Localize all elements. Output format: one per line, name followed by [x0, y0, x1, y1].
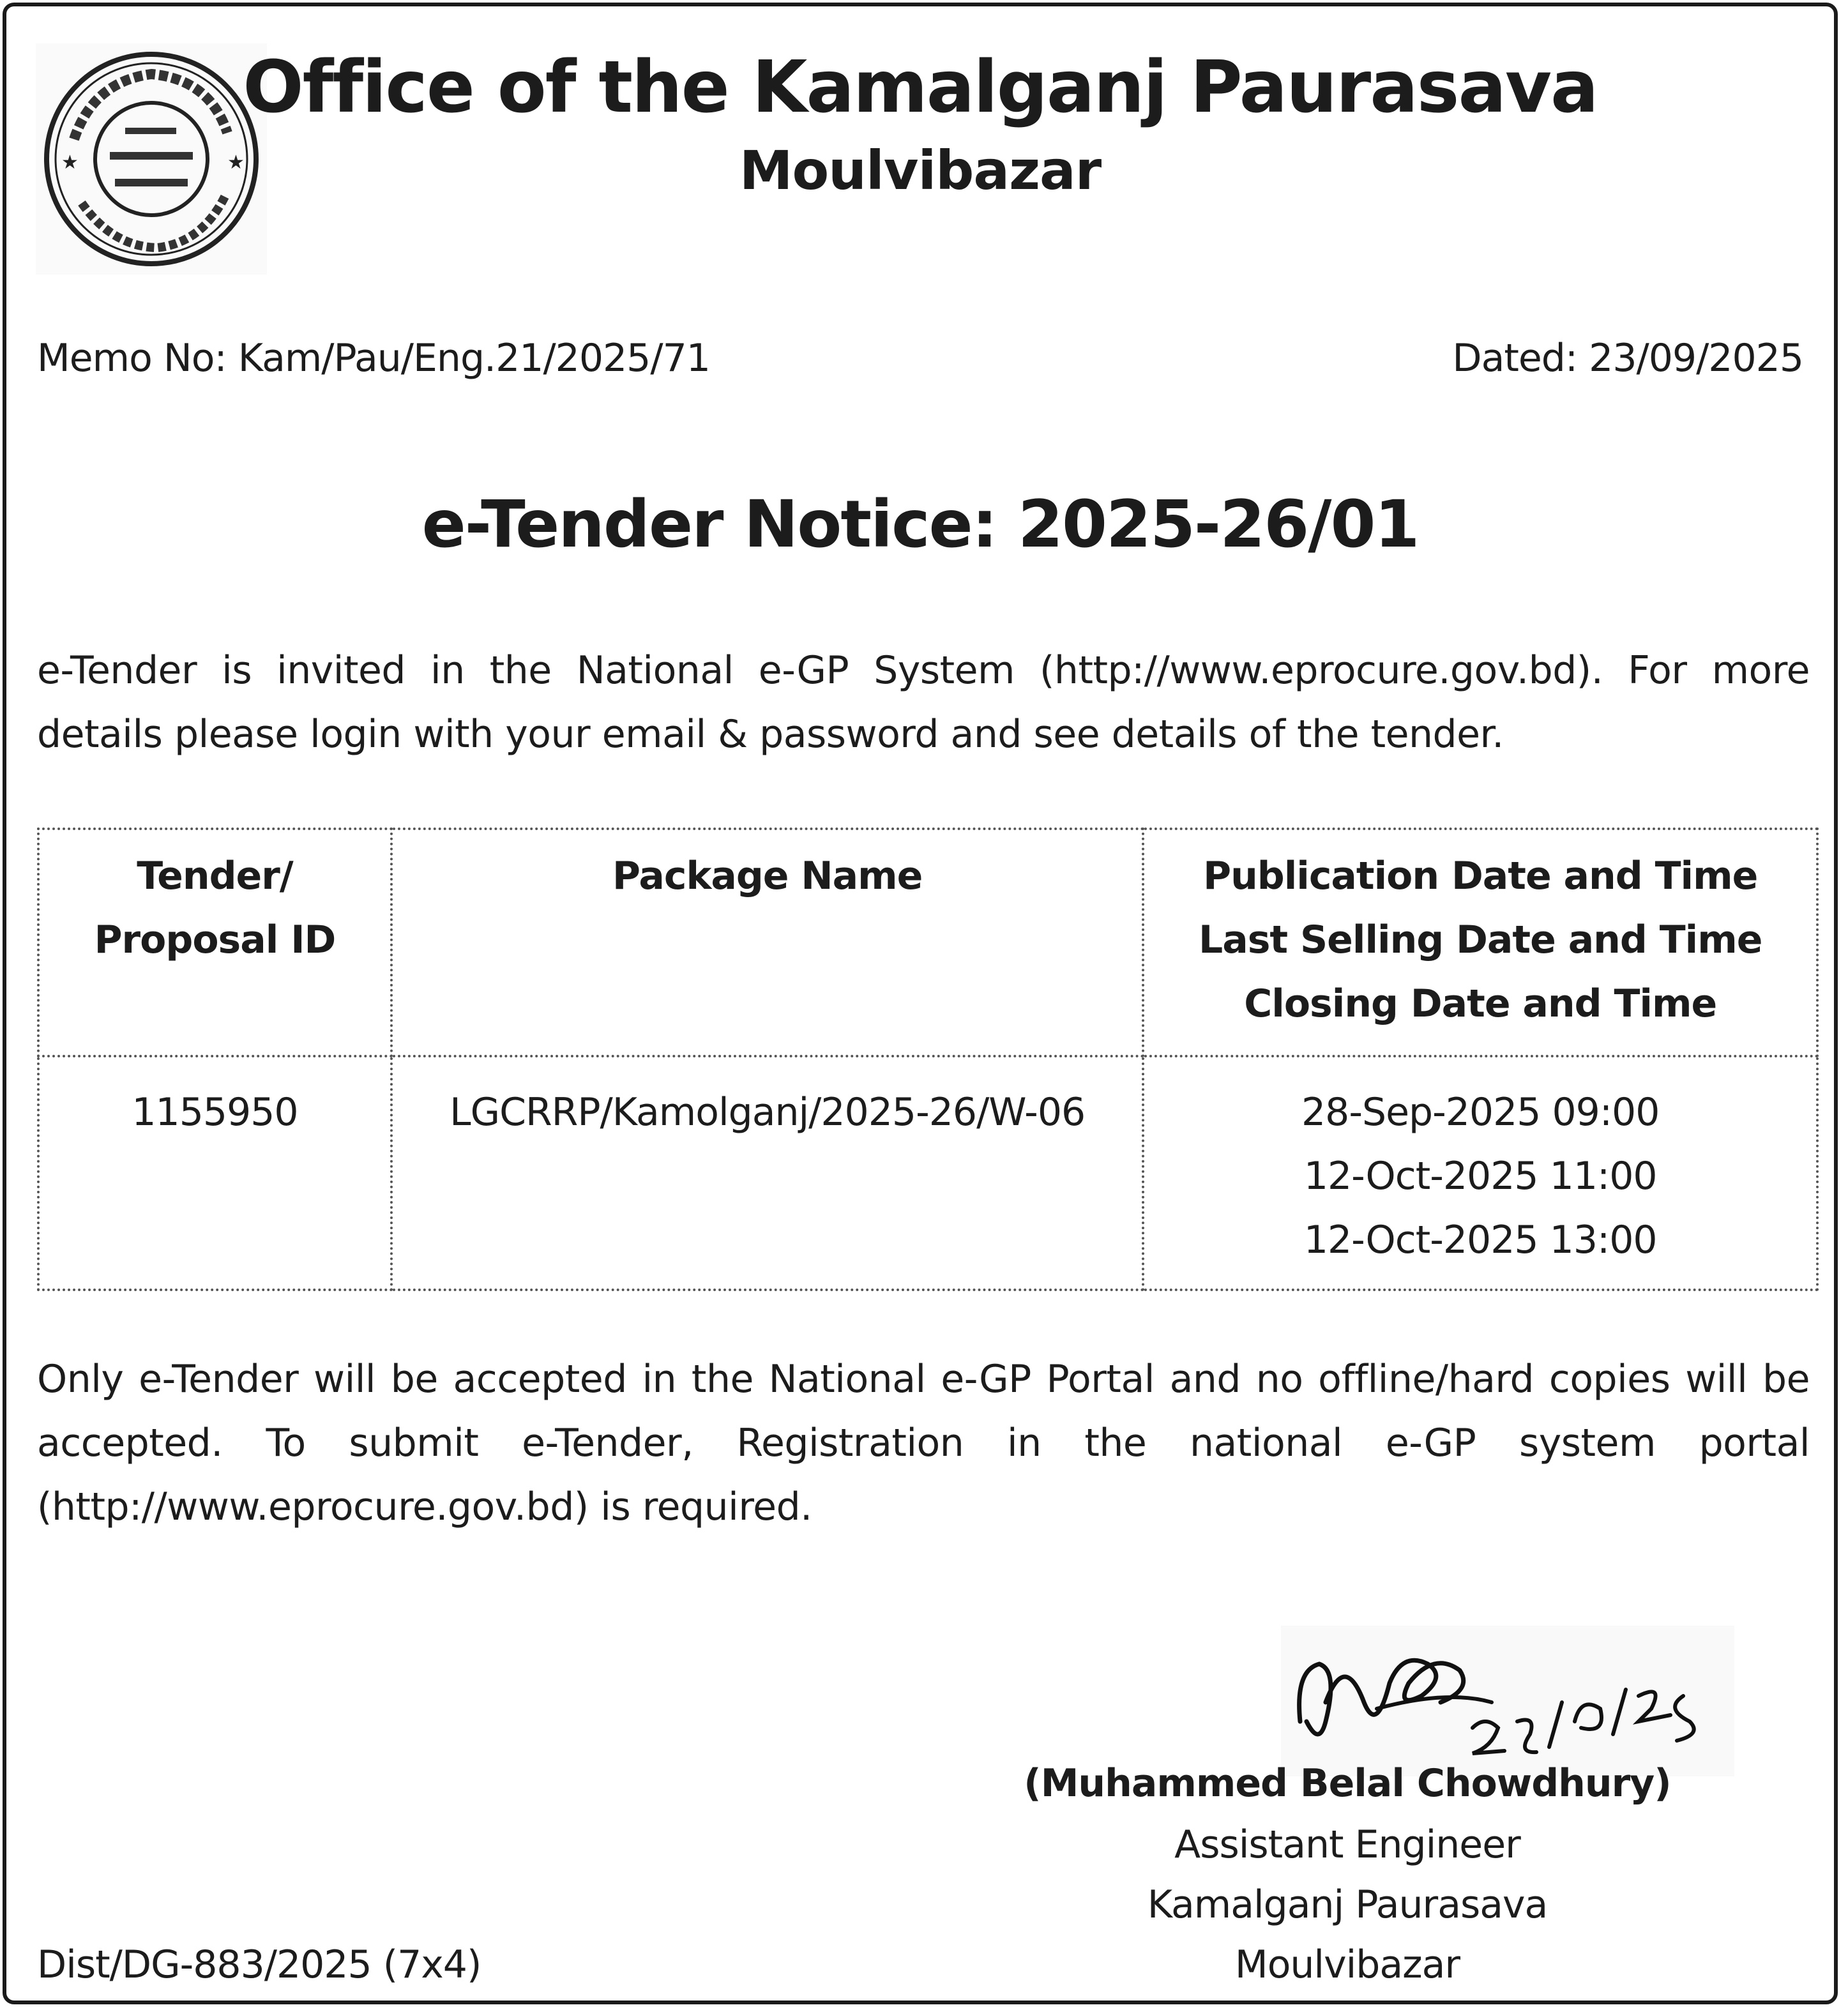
signatory-district: Moulvibazar — [1234, 1942, 1460, 1987]
distribution-code: Dist/DG-883/2025 (7x4) — [37, 1942, 481, 1987]
header-closing: Closing Date and Time — [1244, 981, 1717, 1026]
header-dates — [1143, 829, 1817, 1056]
svg-text:★: ★ — [61, 151, 79, 174]
tender-notice-page — [3, 3, 1838, 2004]
header-package-name — [391, 829, 1143, 1056]
svg-text:★: ★ — [227, 151, 245, 174]
signatory-name: (Muhammed Belal Chowdhury) — [1024, 1761, 1671, 1806]
table-row — [38, 1056, 1817, 1290]
last-selling-datetime: 12-Oct-2025 11:00 — [1303, 1154, 1657, 1199]
cell-package-name: LGCRRP/Kamolganj/2025-26/W-06 — [391, 1056, 1143, 1290]
handwritten-signature-icon — [1281, 1626, 1734, 1776]
memo-number: Memo No: Kam/Pau/Eng.21/2025/71 — [37, 336, 710, 381]
closing-paragraph: Only e-Tender will be accepted in the National e-GP Portal and no offline/hard copies will be accepted. To submit e-Tender, Registration in the national e-GP system portal (http://www.eprocure.gov.bd) is required. — [37, 1357, 1810, 1529]
header-last-selling: Last Selling Date and Time — [1198, 918, 1762, 962]
intro-paragraph: e-Tender is invited in the National e-GP System (http://www.eprocure.gov.bd). For more details please login with your email & password and see details of the tender. — [37, 648, 1810, 757]
tender-table — [37, 828, 1819, 1291]
memo-date: Dated: 23/09/2025 — [1452, 336, 1803, 381]
table-header-row — [38, 829, 1817, 1056]
header-publication: Publication Date and Time — [1203, 854, 1758, 898]
cell-dates — [1143, 1056, 1817, 1290]
office-title: Office of the Kamalganj Paurasava — [243, 46, 1598, 129]
header-proposal-id — [38, 829, 391, 1056]
publication-datetime: 28-Sep-2025 09:00 — [1301, 1090, 1660, 1135]
notice-heading: e-Tender Notice: 2025-26/01 — [421, 487, 1419, 563]
closing-datetime: 12-Oct-2025 13:00 — [1303, 1218, 1657, 1262]
header-id-line1: Tender/ — [137, 854, 293, 898]
office-district: Moulvibazar — [739, 139, 1102, 202]
signatory-designation: Assistant Engineer — [1174, 1822, 1520, 1867]
header-package-label: Package Name — [612, 854, 923, 898]
header-id-line2: Proposal ID — [94, 918, 336, 962]
signatory-office: Kamalganj Paurasava — [1147, 1882, 1548, 1927]
cell-proposal-id: 1155950 — [38, 1056, 391, 1290]
